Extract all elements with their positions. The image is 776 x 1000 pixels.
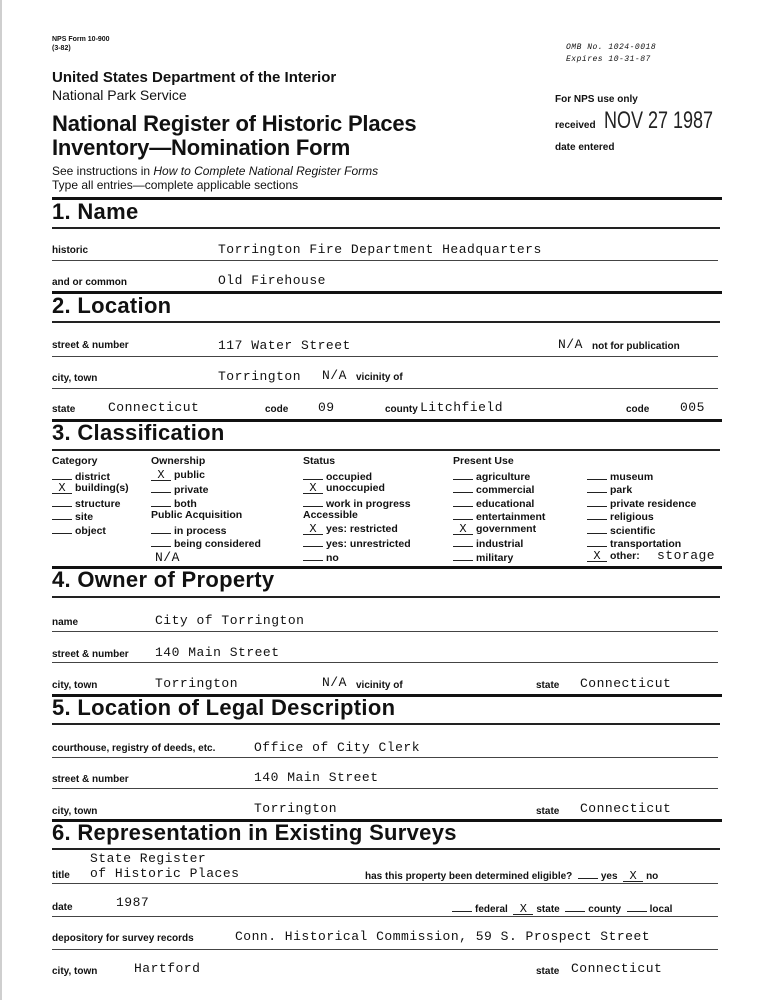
county-code-field[interactable]: 005 <box>680 400 705 415</box>
owner-name-label: name <box>52 617 79 628</box>
checkbox[interactable] <box>151 482 171 493</box>
city-label: city, town <box>52 373 98 384</box>
classification-item <box>587 482 632 496</box>
rule <box>52 356 718 357</box>
city-field[interactable]: Torrington <box>218 369 302 384</box>
eligible-yes-label: yes <box>600 871 618 882</box>
rule <box>52 788 718 789</box>
owner-vicinity-field[interactable]: N/A <box>322 675 347 690</box>
checkbox-label: yes: restricted <box>326 522 398 535</box>
county-label: county <box>385 404 418 415</box>
owner-city-field[interactable]: Torrington <box>155 676 239 691</box>
rule <box>52 260 718 261</box>
other-use-field[interactable]: storage <box>657 547 716 563</box>
section-6-title: 6. Representation in Existing Surveys <box>52 820 457 845</box>
checkbox[interactable] <box>303 469 323 480</box>
section-4-title: 4. Owner of Property <box>52 567 275 592</box>
owner-street-field[interactable]: 140 Main Street <box>155 645 280 660</box>
checkbox[interactable] <box>453 550 473 561</box>
state-field[interactable]: Connecticut <box>108 400 200 415</box>
not-for-publication-label: not for publication <box>592 341 680 352</box>
checkbox-label: religious <box>610 511 654 523</box>
classification-item <box>453 523 536 535</box>
checkbox[interactable]: X <box>587 551 607 562</box>
federal-label: federal <box>475 904 508 915</box>
checkbox-label: park <box>610 484 633 496</box>
checkbox-label: industrial <box>476 538 524 550</box>
street-field[interactable]: 117 Water Street <box>218 338 351 353</box>
checkbox-label: district <box>75 470 111 483</box>
classification-item <box>587 550 640 562</box>
rule <box>52 449 720 451</box>
instructions <box>52 165 378 178</box>
classification-item <box>151 469 205 481</box>
section-3-title: 3. Classification <box>52 420 225 445</box>
checkbox[interactable]: X <box>303 524 323 535</box>
instructions-title: How to Complete National Register Forms <box>153 164 379 178</box>
checkbox[interactable]: X <box>52 483 72 494</box>
scan-edge <box>0 0 2 1000</box>
courthouse-label: courthouse, registry of deeds, etc. <box>52 743 216 754</box>
classification-item <box>52 496 121 510</box>
expires: Expires 10-31-87 <box>566 55 651 64</box>
checkbox[interactable] <box>587 523 607 534</box>
legal-state-label: state <box>536 806 560 817</box>
checkbox[interactable]: X <box>151 470 171 481</box>
state-level-label: state <box>536 904 560 915</box>
state-code-label: code <box>265 404 289 415</box>
date-entered-label: date entered <box>555 142 615 153</box>
rule <box>52 631 718 632</box>
rule <box>52 848 720 850</box>
checkbox-label: scientific <box>610 524 656 537</box>
checkbox[interactable] <box>453 536 473 547</box>
survey-title-field-line1[interactable]: State Register <box>90 851 207 866</box>
checkbox[interactable] <box>587 469 607 480</box>
classification-item <box>303 496 411 510</box>
street-label: street & number <box>52 340 129 351</box>
vicinity-field[interactable]: N/A <box>322 368 347 383</box>
classification-heading: Category <box>52 455 98 467</box>
instructions-prefix: See instructions in <box>52 164 154 178</box>
rule <box>52 949 718 950</box>
state-code-field[interactable]: 09 <box>318 400 335 415</box>
classification-item <box>151 496 197 510</box>
checkbox[interactable]: X <box>303 483 323 494</box>
form-subtitle: Inventory—Nomination Form <box>52 135 351 160</box>
checkbox[interactable] <box>587 482 607 493</box>
checkbox[interactable] <box>453 496 473 507</box>
checkbox[interactable] <box>151 496 171 507</box>
classification-item <box>303 550 339 564</box>
historic-label: historic <box>52 245 89 256</box>
state-checkbox[interactable]: X <box>513 904 533 915</box>
rule <box>52 916 718 917</box>
checkbox-label: commercial <box>476 484 535 496</box>
classification-item <box>151 536 261 550</box>
checkbox-label: agriculture <box>476 470 531 483</box>
checkbox[interactable] <box>52 523 72 534</box>
checkbox-label: both <box>174 497 197 510</box>
checkbox[interactable] <box>52 496 72 507</box>
checkbox-label: being considered <box>174 538 261 550</box>
checkbox[interactable] <box>52 469 72 480</box>
checkbox-label: public <box>174 468 205 481</box>
classification-item <box>303 482 385 494</box>
checkbox[interactable] <box>52 509 72 520</box>
courthouse-field[interactable]: Office of City Clerk <box>254 740 421 755</box>
checkbox[interactable] <box>453 482 473 493</box>
checkbox-label: military <box>476 551 514 564</box>
classification-item <box>587 523 656 537</box>
owner-street-label: street & number <box>52 649 129 660</box>
checkbox-label: occupied <box>326 470 373 483</box>
checkbox[interactable] <box>587 496 607 507</box>
legal-city-field[interactable]: Torrington <box>254 801 338 816</box>
legal-city-label: city, town <box>52 806 98 817</box>
owner-city-label: city, town <box>52 680 98 691</box>
omb-number: OMB No. 1024-0018 <box>566 43 657 52</box>
rule <box>52 723 720 725</box>
received-label: received <box>555 120 596 131</box>
state-label: state <box>52 404 76 415</box>
eligible-question-text: has this property been determined eligible? <box>365 871 573 882</box>
classification-heading: Accessible <box>303 509 358 521</box>
classification-item <box>151 523 227 537</box>
checkbox-label: government <box>476 522 537 535</box>
classification-heading: Present Use <box>453 455 514 467</box>
owner-vicinity-label: vicinity of <box>356 680 403 691</box>
form-revision: (3-82) <box>52 45 71 52</box>
section-2-title: 2. Location <box>52 293 172 318</box>
classification-item <box>453 509 545 523</box>
checkbox[interactable] <box>587 536 607 547</box>
form-title: National Register of Historic Places <box>52 111 417 136</box>
checkbox-label: no <box>326 551 339 564</box>
owner-state-field[interactable]: Connecticut <box>580 676 672 691</box>
vicinity-label: vicinity of <box>356 372 403 383</box>
survey-date-field[interactable]: 1987 <box>116 895 150 910</box>
county-checkbox[interactable] <box>565 901 585 912</box>
classification-item <box>453 469 530 483</box>
checkbox[interactable]: X <box>453 524 473 535</box>
local-checkbox[interactable] <box>627 901 647 912</box>
depository-field[interactable]: Conn. Historical Commission, 59 S. Prospect Street <box>235 929 651 944</box>
classification-heading: Public Acquisition <box>151 509 243 521</box>
checkbox[interactable] <box>303 536 323 547</box>
historic-name-field[interactable]: Torrington Fire Department Headquarters <box>218 242 542 257</box>
agency: National Park Service <box>52 87 187 103</box>
checkbox[interactable] <box>303 496 323 507</box>
survey-city-label: city, town <box>52 966 98 977</box>
depository-label: depository for survey records <box>52 933 194 944</box>
section-1-title: 1. Name <box>52 199 139 224</box>
section-5-title: 5. Location of Legal Description <box>52 695 396 720</box>
checkbox-label: unoccupied <box>326 482 385 494</box>
classification-item <box>151 482 208 496</box>
survey-title-field-line2[interactable]: of Historic Places <box>90 866 240 881</box>
public-acquisition-note: N/A <box>155 549 180 565</box>
eligible-no-label: no <box>646 871 659 882</box>
classification-item <box>587 496 696 510</box>
classification-heading: Status <box>303 455 336 467</box>
eligible-yes-checkbox[interactable] <box>578 868 598 879</box>
checkbox-label: educational <box>476 497 535 510</box>
survey-level <box>452 901 672 916</box>
county-code-label: code <box>626 404 650 415</box>
checkbox-label: in process <box>174 524 227 537</box>
checkbox-label: other: <box>610 549 640 562</box>
checkbox[interactable] <box>453 509 473 520</box>
common-label: and or common <box>52 277 128 288</box>
checkbox-label: transportation <box>610 538 682 550</box>
survey-state-field[interactable]: Connecticut <box>571 961 663 976</box>
eligible-question <box>365 868 658 883</box>
classification-item <box>52 523 106 537</box>
checkbox-label: work in progress <box>326 497 411 510</box>
county-level-label: county <box>588 904 622 915</box>
federal-checkbox[interactable] <box>452 901 472 912</box>
checkbox[interactable] <box>303 550 323 561</box>
eligible-no-checkbox[interactable]: X <box>623 871 643 882</box>
checkbox-label: private residence <box>610 497 697 510</box>
checkbox-label: object <box>75 524 106 537</box>
department: United States Department of the Interior <box>52 69 337 86</box>
instructions-line2: Type all entries—complete applicable sections <box>52 178 299 192</box>
legal-state-field[interactable]: Connecticut <box>580 801 672 816</box>
rule <box>52 388 718 389</box>
rule <box>52 321 720 323</box>
not-for-publication-field[interactable]: N/A <box>558 337 583 352</box>
survey-date-label: date <box>52 902 73 913</box>
rule <box>52 883 718 884</box>
survey-city-field[interactable]: Hartford <box>134 961 201 976</box>
rule <box>52 662 718 663</box>
legal-street-label: street & number <box>52 774 129 785</box>
rule <box>52 757 718 758</box>
classification-heading: Ownership <box>151 455 206 467</box>
nps-use-only: For NPS use only <box>555 94 638 105</box>
checkbox[interactable] <box>587 509 607 520</box>
classification-item <box>303 523 398 535</box>
classification-item <box>52 482 129 494</box>
classification-item <box>453 550 513 564</box>
classification-item <box>453 496 534 510</box>
owner-name-field[interactable]: City of Torrington <box>155 613 305 628</box>
checkbox[interactable] <box>151 523 171 534</box>
local-level-label: local <box>649 904 673 915</box>
classification-item <box>587 469 653 483</box>
classification-item <box>303 536 411 550</box>
county-field[interactable]: Litchfield <box>420 400 504 415</box>
checkbox-label: yes: unrestricted <box>326 538 411 550</box>
received-stamp: NOV 27 1987 <box>604 107 714 134</box>
survey-title-label: title <box>52 870 70 881</box>
checkbox-label: private <box>174 484 209 496</box>
checkbox-label: entertainment <box>476 511 546 523</box>
classification-item <box>52 509 93 523</box>
classification-item <box>453 482 534 496</box>
checkbox[interactable] <box>453 469 473 480</box>
form-number: NPS Form 10-900 <box>52 36 110 43</box>
legal-street-field[interactable]: 140 Main Street <box>254 770 379 785</box>
checkbox-label: site <box>75 511 94 523</box>
rule <box>52 596 720 598</box>
rule <box>52 197 722 200</box>
checkbox-label: museum <box>610 470 654 483</box>
owner-state-label: state <box>536 680 560 691</box>
survey-state-label: state <box>536 966 560 977</box>
classification-item <box>587 509 654 523</box>
checkbox-label: building(s) <box>75 482 129 494</box>
rule <box>52 227 720 229</box>
classification-item <box>453 536 523 550</box>
checkbox-label: structure <box>75 497 121 510</box>
common-name-field[interactable]: Old Firehouse <box>218 273 326 288</box>
checkbox[interactable] <box>151 536 171 547</box>
